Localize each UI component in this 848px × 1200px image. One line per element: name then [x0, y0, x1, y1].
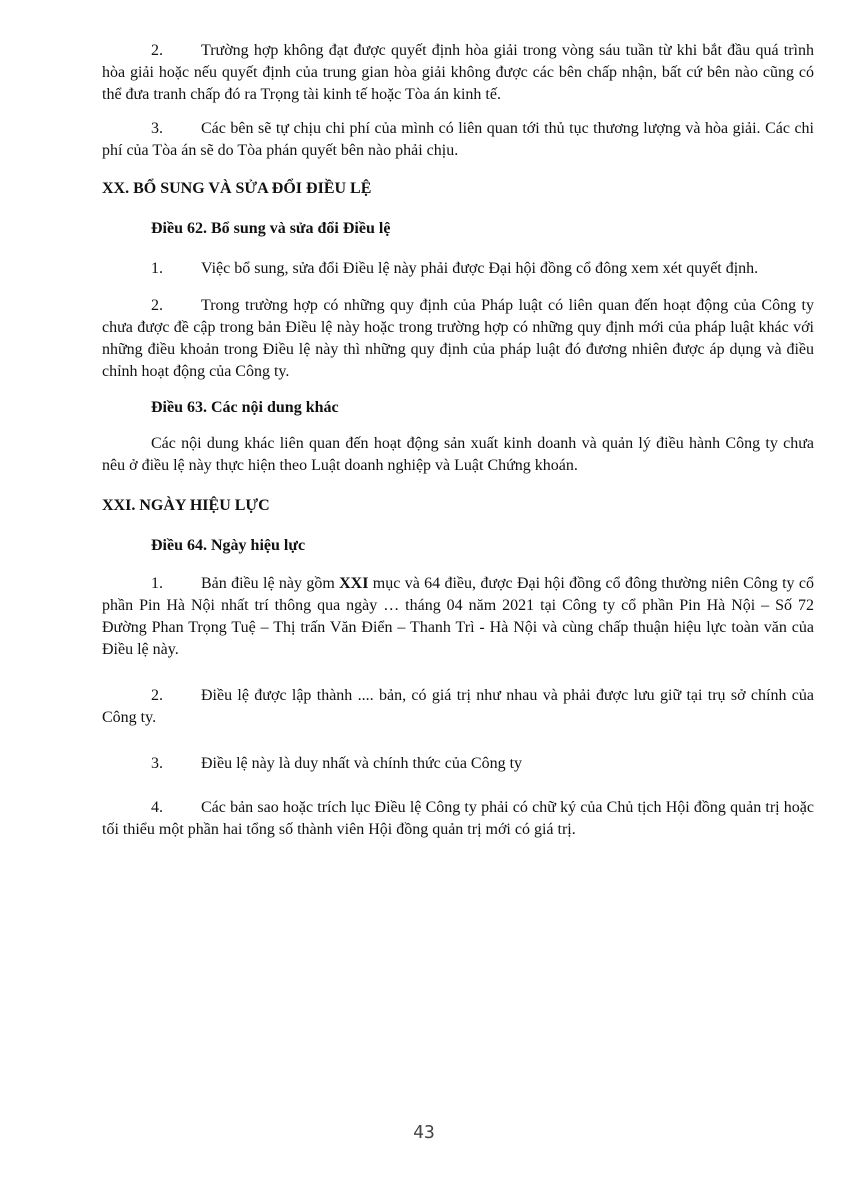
article-64-heading: Điều 64. Ngày hiệu lực — [151, 537, 306, 554]
paragraph-text: Các bản sao hoặc trích lục Điều lệ Công ty phải có chữ ký của Chủ tịch Hội đồng quản trị hoặc tối thiểu một phần hai tổng số thành viên Hội đồng quản trị mới có giá trị. — [102, 799, 814, 838]
section-heading-xx: XX. BỔ SUNG VÀ SỬA ĐỔI ĐIỀU LỆ — [102, 180, 372, 197]
paragraph-text: Các bên sẽ tự chịu chi phí của mình có liên quan tới thủ tục thương lượng và hòa giải. Các chi phí của Tòa án sẽ do Tòa phán quyết bên nào phải chịu. — [102, 120, 814, 159]
paragraph-number: 3. — [151, 120, 163, 137]
page-number: 43 — [413, 1122, 435, 1143]
paragraph-number: 2. — [151, 42, 163, 59]
paragraph-number: 1. — [151, 575, 163, 592]
paragraph-text: Trong trường hợp có những quy định của Pháp luật có liên quan đến hoạt động của Công ty chưa được đề cập trong bản Điều lệ này hoặc trong trường hợp có những quy định mới của pháp luật khác với những điều khoản trong Điều lệ này thì những quy định của pháp luật đó đương nhiên được áp dụng và điều chỉnh hoạt động của Công ty. — [102, 297, 814, 380]
paragraph-number: 3. — [151, 755, 163, 772]
paragraph-text-start: Bản điều lệ này gồm — [201, 575, 340, 592]
paragraph-number: 4. — [151, 799, 163, 816]
paragraph-number: 2. — [151, 687, 163, 704]
paragraph-64-2 — [102, 685, 814, 729]
paragraph-19-3 — [102, 118, 814, 162]
section-heading-xxi: XXI. NGÀY HIỆU LỰC — [102, 497, 270, 514]
paragraph-text-end: mục và 64 điều, được Đại hội đồng cổ đông thường niên Công ty cổ phần Pin Hà Nội nhất trí thông qua ngày … tháng 04 năm 2021 tại Công ty cổ phần Pin Hà Nội – Số 72 Đường Phan Trọng Tuệ – Thị trấn Văn Điển – Thanh Trì - Hà Nội và cùng chấp thuận hiệu lực toàn văn của Điều lệ này. — [102, 575, 814, 658]
paragraph-64-3 — [102, 753, 814, 775]
paragraph-62-2 — [102, 295, 814, 383]
paragraph-64-1 — [102, 573, 814, 661]
paragraph-number: 2. — [151, 297, 163, 314]
paragraph-text: Trường hợp không đạt được quyết định hòa giải trong vòng sáu tuần từ khi bắt đầu quá trình hòa giải hoặc nếu quyết định của trung gian hòa giải không được các bên chấp nhận, bất cứ bên nào cũng có thể đưa tranh chấp đó ra Trọng tài kinh tế hoặc Tòa án kinh tế. — [102, 42, 814, 103]
paragraph-62-1 — [102, 258, 814, 280]
article-62-heading: Điều 62. Bổ sung và sửa đổi Điều lệ — [151, 220, 391, 237]
paragraph-64-4 — [102, 797, 814, 841]
paragraph-19-2 — [102, 40, 814, 106]
section-count-bold: XXI — [339, 575, 369, 592]
article-63-heading: Điều 63. Các nội dung khác — [151, 399, 339, 416]
paragraph-text: Điều lệ được lập thành .... bản, có giá trị như nhau và phải được lưu giữ tại trụ sở chính của Công ty. — [102, 687, 814, 726]
paragraph-number: 1. — [151, 260, 163, 277]
paragraph-63: Các nội dung khác liên quan đến hoạt động sản xuất kinh doanh và quản lý điều hành Công ty chưa nêu ở điều lệ này thực hiện theo Luật doanh nghiệp và Luật Chứng khoán. — [102, 435, 814, 474]
paragraph-text: Điều lệ này là duy nhất và chính thức của Công ty — [201, 755, 523, 772]
paragraph-text: Việc bổ sung, sửa đổi Điều lệ này phải được Đại hội đồng cổ đông xem xét quyết định. — [201, 260, 759, 277]
